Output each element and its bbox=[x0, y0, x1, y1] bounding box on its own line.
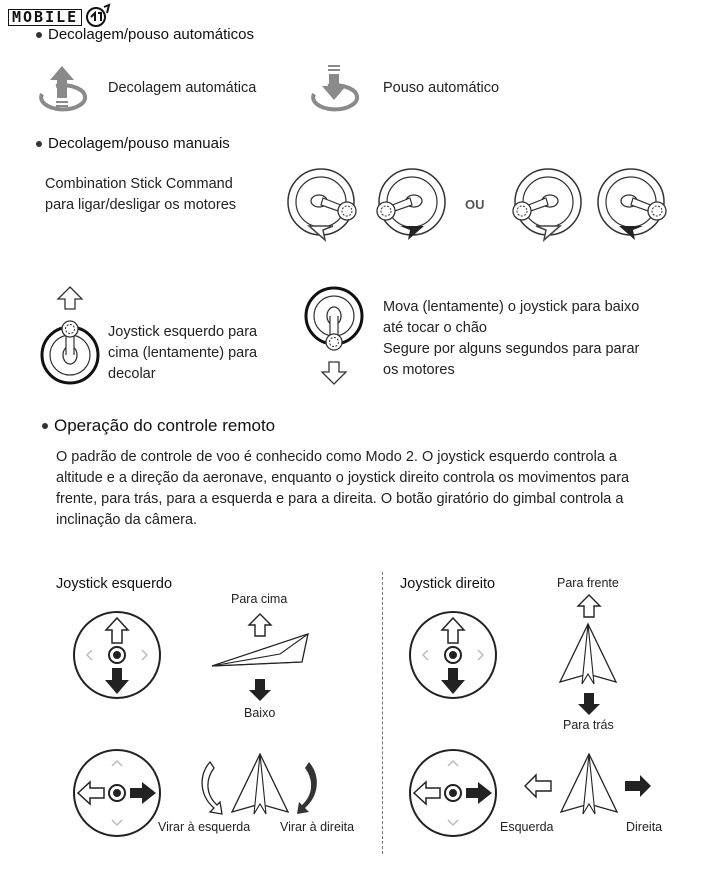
manual-takeoff-stick-icon bbox=[40, 285, 100, 395]
rotate-right-arrow-icon bbox=[293, 758, 323, 818]
roll-plane-icon bbox=[557, 752, 621, 816]
up-label: Para cima bbox=[231, 592, 288, 606]
auto-landing-icon bbox=[308, 64, 364, 116]
or-label: OU bbox=[465, 197, 485, 212]
left-outline-arrow-icon bbox=[524, 774, 552, 798]
csc-label-line1: Combination Stick Command bbox=[45, 176, 233, 192]
auto-takeoff-label: Decolagem automática bbox=[108, 80, 257, 96]
csc-right-stick-filled-icon bbox=[372, 168, 452, 248]
turn-left-label: Virar à esquerda bbox=[158, 820, 251, 834]
auto-takeoff-icon bbox=[36, 64, 92, 116]
column-divider bbox=[382, 572, 383, 854]
pitch-plane-icon bbox=[556, 622, 620, 686]
rotate-left-arrow-icon bbox=[196, 758, 226, 818]
rc-paragraph bbox=[56, 447, 676, 531]
climbing-plane-icon bbox=[210, 632, 310, 668]
right-filled-arrow-icon bbox=[624, 774, 652, 798]
forward-label: Para frente bbox=[557, 576, 619, 590]
rc-para-line3: frente, para trás, para a esquerda e para a direita. O botão giratório do gimbal controla a bbox=[56, 491, 624, 507]
yaw-plane-icon bbox=[228, 752, 292, 816]
manual-landing-line3: Segure por alguns segundos para parar bbox=[383, 341, 640, 357]
manual-takeoff-line2: cima (lentamente) para bbox=[108, 345, 258, 361]
backward-filled-arrow-icon bbox=[577, 692, 601, 716]
csc-label bbox=[45, 174, 236, 216]
right-label: Direita bbox=[626, 820, 663, 834]
csc-left-stick-outline-icon-2 bbox=[508, 168, 588, 248]
down-label: Baixo bbox=[244, 706, 276, 720]
left-stick-yaw-pad-icon bbox=[72, 748, 162, 838]
csc-left-stick-outline-icon bbox=[285, 168, 365, 248]
csc-right-stick-filled-icon-2 bbox=[595, 168, 675, 248]
left-stick-title: Joystick esquerdo bbox=[56, 576, 173, 592]
manual-heading bbox=[36, 135, 230, 152]
right-stick-roll-pad-icon bbox=[408, 748, 498, 838]
turn-right-label: Virar à direita bbox=[280, 820, 355, 834]
auto-heading bbox=[36, 26, 254, 43]
manual-landing-line2: até tocar o chão bbox=[383, 320, 487, 336]
manual-takeoff-label bbox=[108, 322, 257, 385]
auto-heading-text: Decolagem/pouso automáticos bbox=[48, 26, 254, 43]
auto-landing-label: Pouso automático bbox=[383, 80, 500, 96]
manual-takeoff-line1: Joystick esquerdo para bbox=[108, 324, 258, 340]
rc-para-line4: inclinação da câmera. bbox=[56, 512, 198, 528]
mobile01-logo bbox=[8, 6, 110, 28]
backward-label: Para trás bbox=[563, 718, 614, 732]
manual-landing-stick-icon bbox=[304, 286, 364, 386]
manual-heading-text: Decolagem/pouso manuais bbox=[48, 135, 230, 152]
left-label: Esquerda bbox=[500, 820, 554, 834]
down-filled-arrow-icon bbox=[248, 678, 272, 702]
rc-heading-text: Operação do controle remoto bbox=[54, 416, 276, 435]
right-stick-pitch-pad-icon bbox=[408, 610, 498, 700]
logo-text: MOBILE bbox=[8, 9, 82, 26]
rc-para-line1: O padrão de controle de voo é conhecido como Modo 2. O joystick esquerdo controla a bbox=[56, 449, 617, 465]
rc-heading bbox=[42, 416, 275, 436]
manual-landing-line4: os motores bbox=[383, 362, 455, 378]
manual-landing-label bbox=[383, 297, 639, 381]
forward-outline-arrow-icon bbox=[577, 594, 601, 618]
left-stick-updown-pad-icon bbox=[72, 610, 162, 700]
manual-landing-line1: Mova (lentamente) o joystick para baixo bbox=[383, 299, 640, 315]
rc-para-line2: altitude e a direção da aeronave, enquanto o joystick direito controla os movimentos para bbox=[56, 470, 630, 486]
csc-label-line2: para ligar/desligar os motores bbox=[45, 197, 237, 213]
right-stick-title: Joystick direito bbox=[400, 576, 496, 592]
manual-takeoff-line3: decolar bbox=[108, 366, 156, 382]
